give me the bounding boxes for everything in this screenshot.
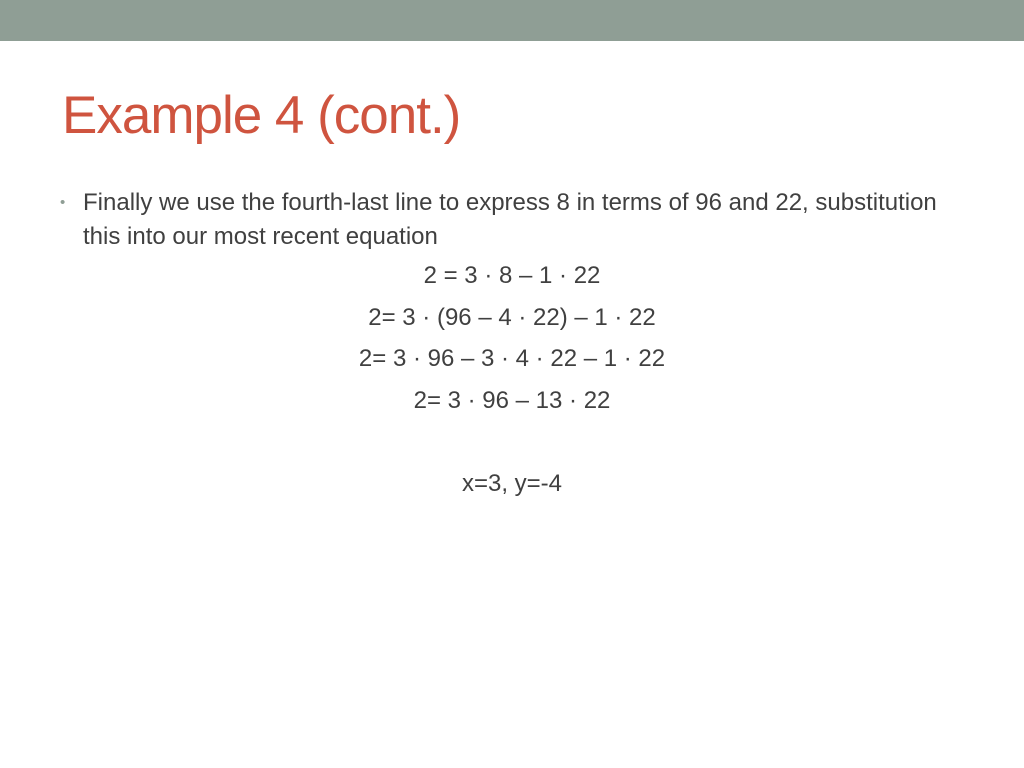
- bullet-text: Finally we use the fourth-last line to express 8 in terms of 96 and 22, substitution this into our most recent equation: [83, 189, 937, 250]
- equation-line: 2= 3 · 96 – 13 · 22: [413, 387, 611, 414]
- equation-line: 2 = 3 · 8 – 1 · 22: [423, 262, 601, 289]
- bullet-marker: •: [60, 194, 66, 211]
- top-accent-bar: [0, 0, 1024, 41]
- slide-title: Example 4 (cont.): [62, 86, 461, 145]
- equation-line: 2= 3 · (96 – 4 · 22) – 1 · 22: [368, 304, 656, 331]
- equation-line: 2= 3 · 96 – 3 · 4 · 22 – 1 · 22: [358, 345, 666, 372]
- result-line: x=3, y=-4: [461, 470, 563, 497]
